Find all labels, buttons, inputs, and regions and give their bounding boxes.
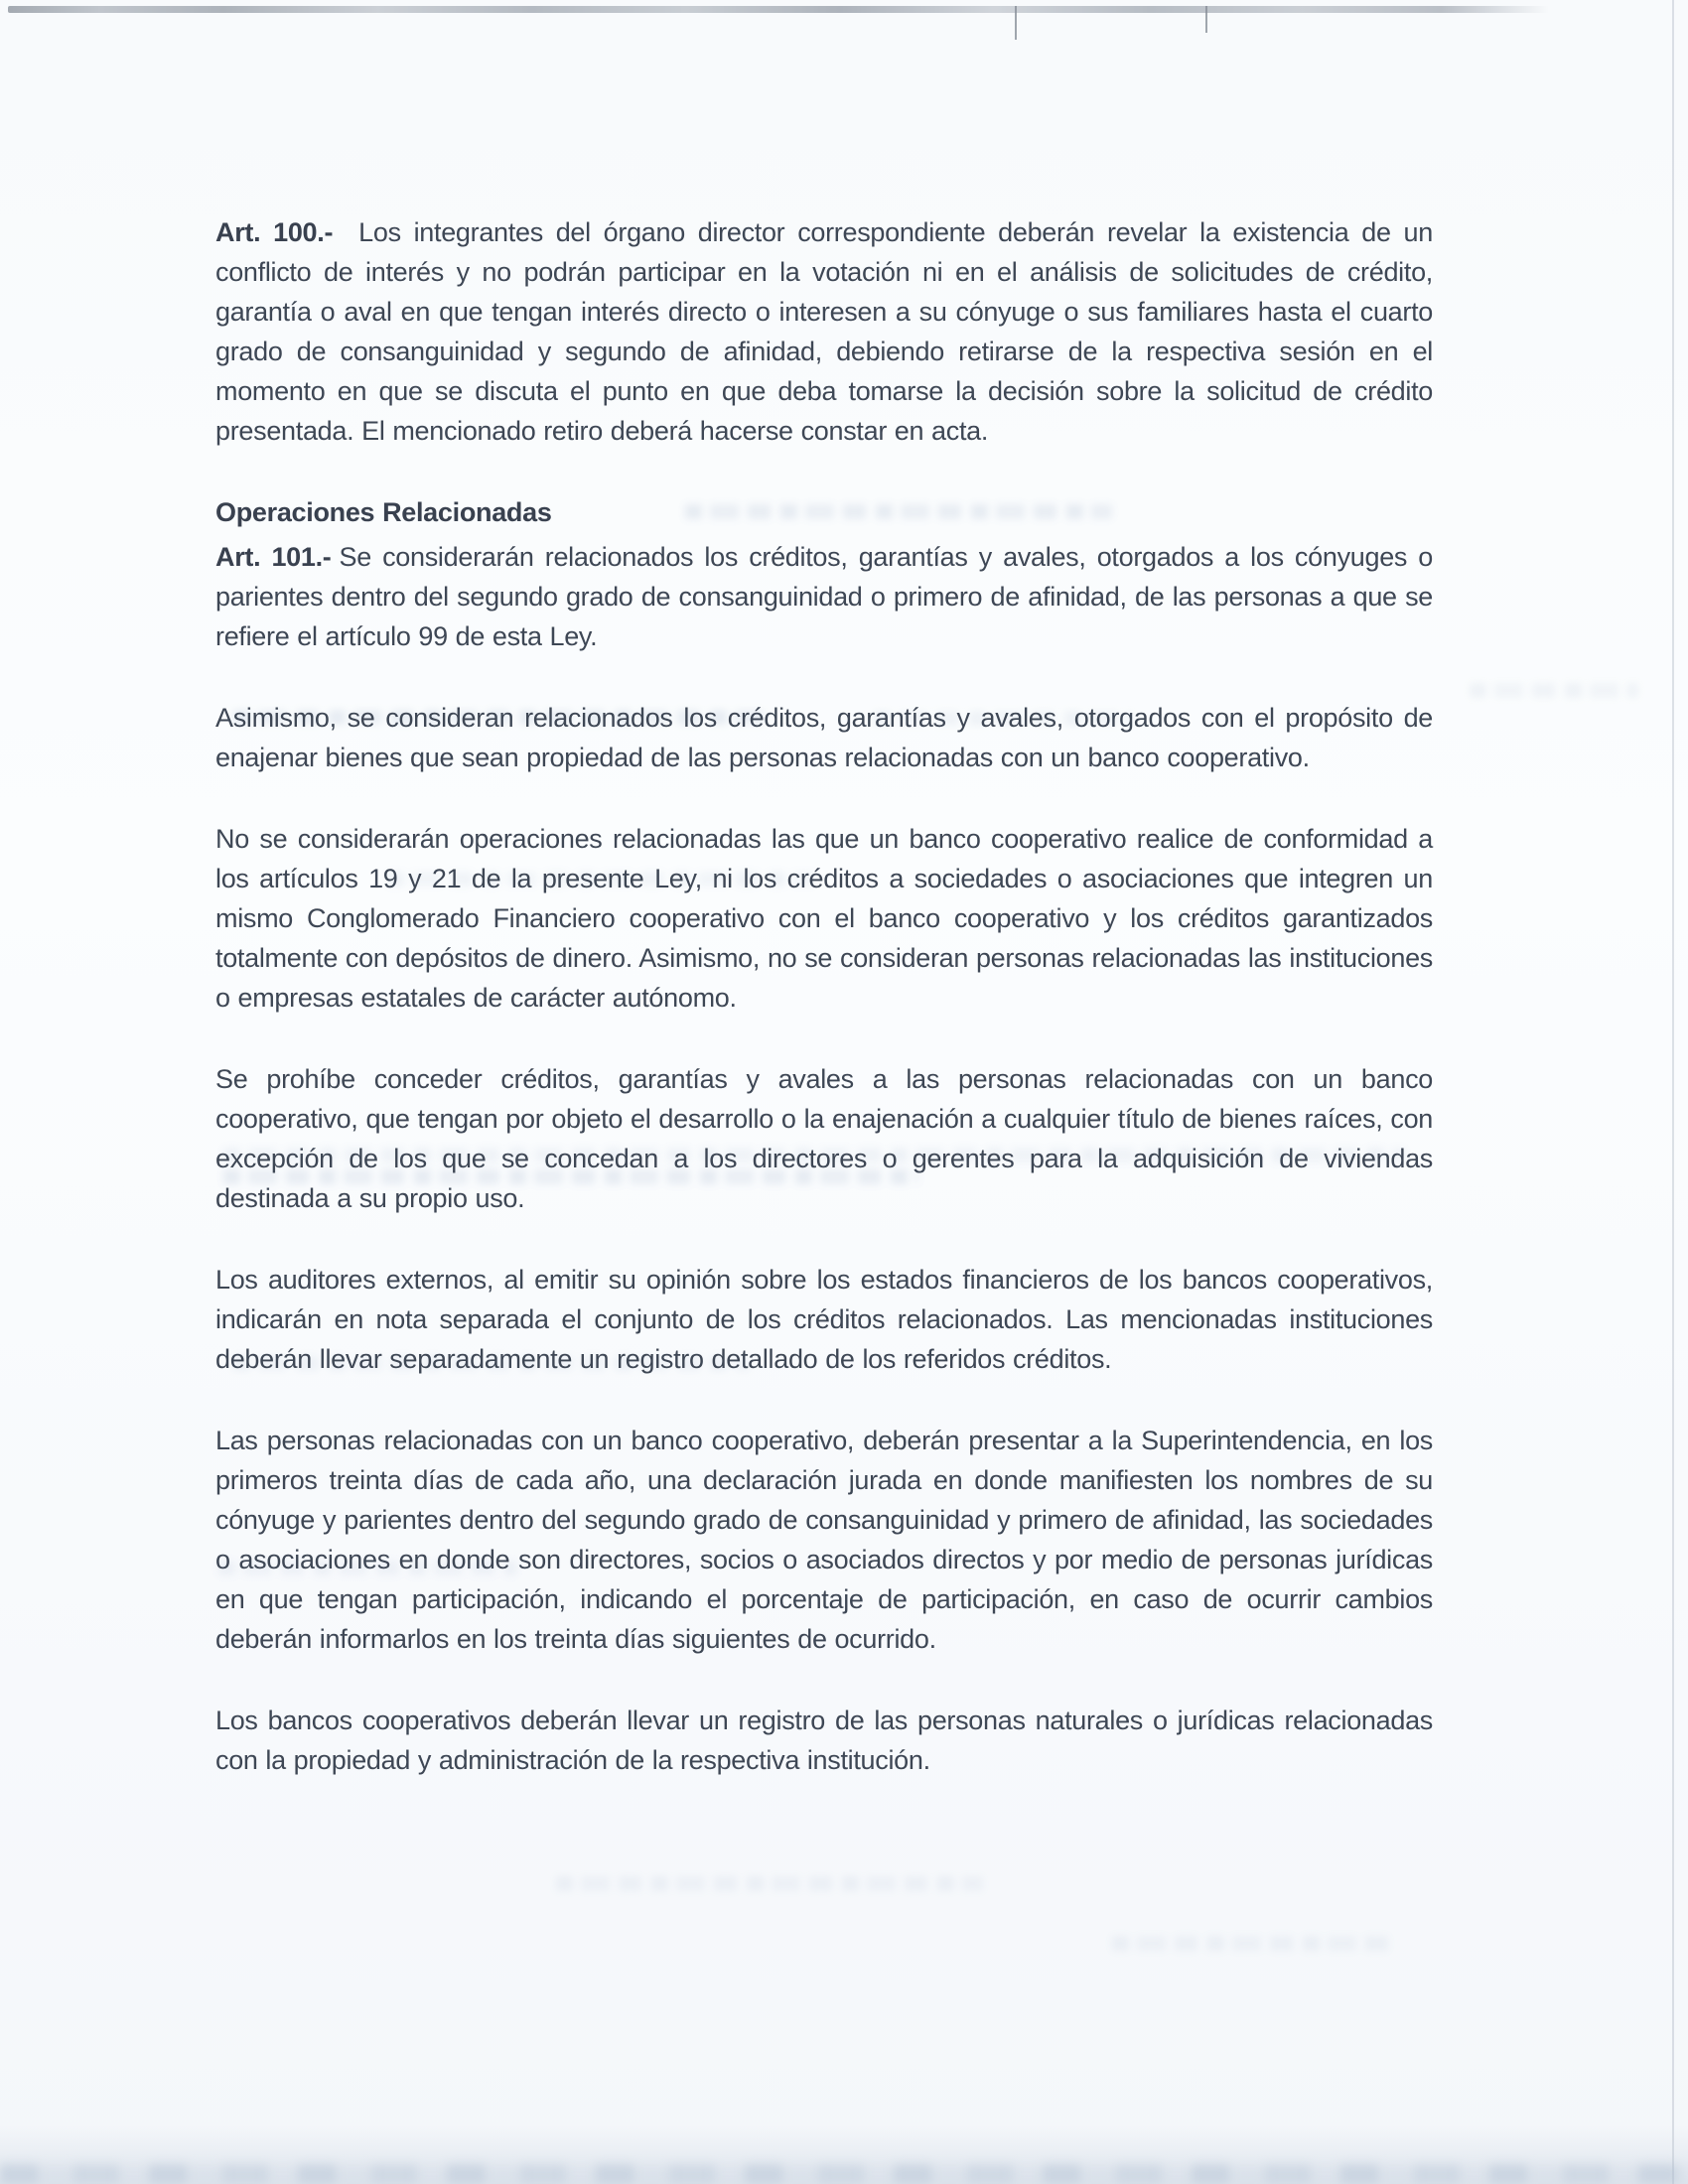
scan-artifact-right-edge — [1672, 0, 1674, 2184]
scan-artifact-bottom-mottle — [0, 2164, 1688, 2184]
ghost-text-artifact — [1112, 1936, 1390, 1951]
article-100-label: Art. 100.- — [215, 217, 334, 247]
body-paragraph-declaracion-jurada: Las personas relacionadas con un banco cooperativo, deberán presentar a la Superintendencia, en los primeros treinta días de cada año, una declaración jurada en donde manifiesten los nombres de su cónyuge y parientes dentro del segundo grado de consanguinidad y primero de afinidad, las sociedades o asociaciones en donde son directores, socios o asociados directos y por medio de personas jurídicas en que tengan participación, indicando el porcentaje de participación, en caso de ocurrir cambios deberán informarlos en los treinta días siguientes de ocurrido. — [215, 1426, 1433, 1654]
ghost-text-artifact — [1470, 683, 1638, 698]
body-paragraph-asimismo: Asimismo, se consideran relacionados los créditos, garantías y avales, otorgados con el propósito de enajenar bienes que sean propiedad de las personas relacionadas con un banco cooperativo. — [215, 703, 1433, 772]
body-paragraph-auditores-externos: Los auditores externos, al emitir su opinión sobre los estados financieros de los bancos cooperativos, indicarán en nota separada el conjunto de los créditos relacionados. Las mencionadas instituciones deberán llevar separadamente un registro detallado de los referidos créditos. — [215, 1265, 1433, 1374]
section-heading-operaciones-relacionadas: Operaciones Relacionadas — [215, 497, 552, 527]
ghost-text-artifact — [556, 1876, 983, 1891]
article-100-text: Los integrantes del órgano director correspondiente deberán revelar la existencia de un conflicto de interés y no podrán participar en la votación ni en el análisis de solicitudes de crédito, garantía o aval en que tengan interés directo o interesen a su cónyuge o sus familiares hasta el cuarto grado de consanguinidad y segundo de afinidad, debiendo retirarse de la respectiva sesión en el momento en que se discuta el punto en que deba tomarse la decisión sobre la solicitud de crédito presentada. El mencionado retiro deberá hacerse constar en acta. — [215, 217, 1433, 446]
body-paragraph-se-prohibe: Se prohíbe conceder créditos, garantías y avales a las personas relacionadas con un banco cooperativo, que tengan por objeto el desarrollo o la enajenación a cualquier título de bienes raíces, con excepción de los que se concedan a los directores o gerentes para la adquisición de viviendas destinada a su propio uso. — [215, 1064, 1433, 1213]
document-body — [215, 0, 1433, 1822]
article-101-text: Se considerarán relacionados los créditos, garantías y avales, otorgados a los cónyuges o parientes dentro del segundo grado de consanguinidad o primero de afinidad, de las personas a que se refiere el artículo 99 de esta Ley. — [215, 542, 1433, 651]
body-paragraph-no-se-consideraran: No se considerarán operaciones relacionadas las que un banco cooperativo realice de conformidad a los artículos 19 y 21 de la presente Ley, ni los créditos a sociedades o asociaciones que integren un mismo Conglomerado Financiero cooperativo con el banco cooperativo y los créditos garantizados totalmente con depósitos de dinero. Asimismo, no se consideran personas relacionadas las instituciones o empresas estatales de carácter autónomo. — [215, 824, 1433, 1013]
body-paragraph-registro-personas: Los bancos cooperativos deberán llevar un registro de las personas naturales o jurídicas relacionadas con la propiedad y administración de la respectiva institución. — [215, 1706, 1433, 1775]
article-101-label: Art. 101.- — [215, 542, 332, 572]
article-100-paragraph — [215, 212, 1433, 451]
article-101-paragraph — [215, 537, 1433, 656]
